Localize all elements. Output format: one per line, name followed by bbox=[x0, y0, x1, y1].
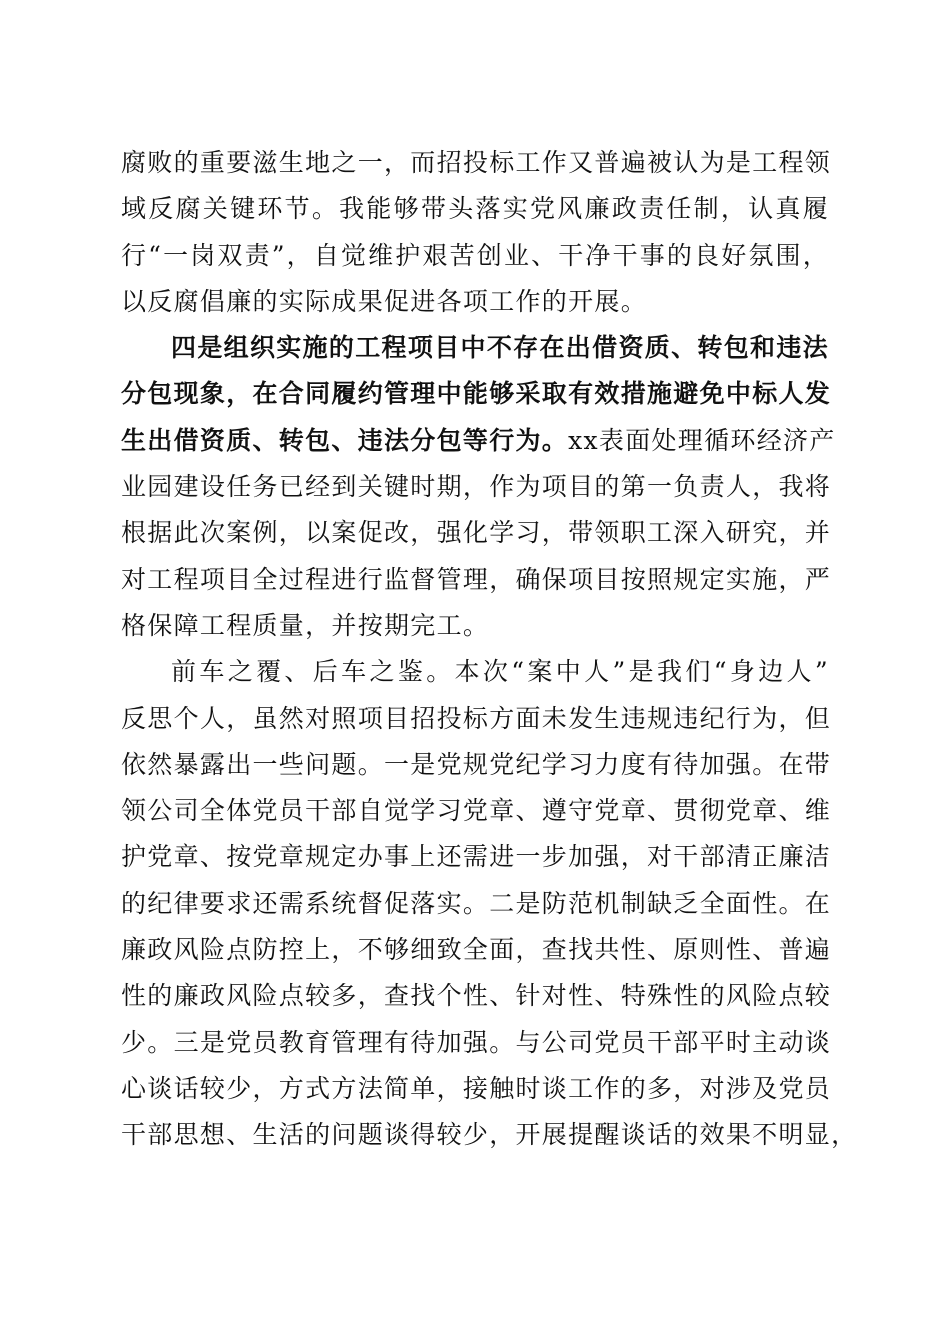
paragraph-3 bbox=[121, 649, 858, 1158]
paragraph-2 bbox=[121, 325, 836, 649]
text-line: 根据此次案例，以案促改，强化学习，带领职工深入研究，并 bbox=[121, 518, 832, 548]
text-line: 依然暴露出一些问题。一是党规党纪学习力度有待加强。在带 bbox=[121, 749, 832, 779]
text-line: 少。三是党员教育管理有待加强。与公司党员干部平时主动谈 bbox=[121, 1027, 832, 1057]
text-line: 廉政风险点防控上，不够细致全面，查找共性、原则性、普遍 bbox=[121, 935, 832, 965]
bold-text-span: 生出借资质、转包、违法分包等行为。 bbox=[121, 425, 569, 455]
text-line: 的纪律要求还需系统督促落实。二是防范机制缺乏全面性。在 bbox=[121, 888, 832, 918]
text-line: 领公司全体党员干部自觉学习党章、遵守党章、贯彻党章、维 bbox=[121, 796, 832, 826]
text-line: 反思个人，虽然对照项目招投标方面未发生违规违纪行为，但 bbox=[121, 703, 832, 733]
text-line: 格保障工程质量，并按期完工。 bbox=[121, 610, 490, 640]
text-line: 业园建设任务已经到关键时期，作为项目的第一负责人，我将 bbox=[121, 472, 832, 502]
text-line: 腐败的重要滋生地之一，而招投标工作又普遍被认为是工程领 bbox=[121, 148, 832, 177]
bold-text-line: 分包现象，在合同履约管理中能够采取有效措施避免中标人发 bbox=[121, 379, 832, 409]
text-line: 心谈话较少，方式方法简单，接触时谈工作的多，对涉及党员 bbox=[121, 1073, 832, 1103]
text-line: 护党章、按党章规定办事上还需进一步加强，对干部清正廉洁 bbox=[121, 842, 832, 872]
text-line: 干部思想、生活的问题谈得较少，开展提醒谈话的效果不明显， bbox=[121, 1120, 858, 1150]
bold-text-line: 四是组织实施的工程项目中不存在出借资质、转包和违法 bbox=[171, 333, 829, 363]
mixed-text-line bbox=[121, 418, 836, 464]
text-span: xx表面处理循环经济产 bbox=[568, 425, 836, 455]
body-text bbox=[121, 140, 858, 1159]
paragraph-1 bbox=[121, 140, 832, 325]
text-line: 域反腐关键环节。我能够带头落实党风廉政责任制，认真履 bbox=[121, 194, 829, 224]
text-line: 性的廉政风险点较多，查找个性、针对性、特殊性的风险点较 bbox=[121, 981, 832, 1011]
text-line: 行“一岗双责”，自觉维护艰苦创业、干净干事的良好氛围， bbox=[121, 240, 829, 270]
text-line: 对工程项目全过程进行监督管理，确保项目按照规定实施，严 bbox=[121, 564, 832, 594]
text-line: 以反腐倡廉的实际成果促进各项工作的开展。 bbox=[121, 286, 648, 316]
text-line: 前车之覆、后车之鉴。本次“案中人”是我们“身边人” bbox=[171, 657, 829, 687]
